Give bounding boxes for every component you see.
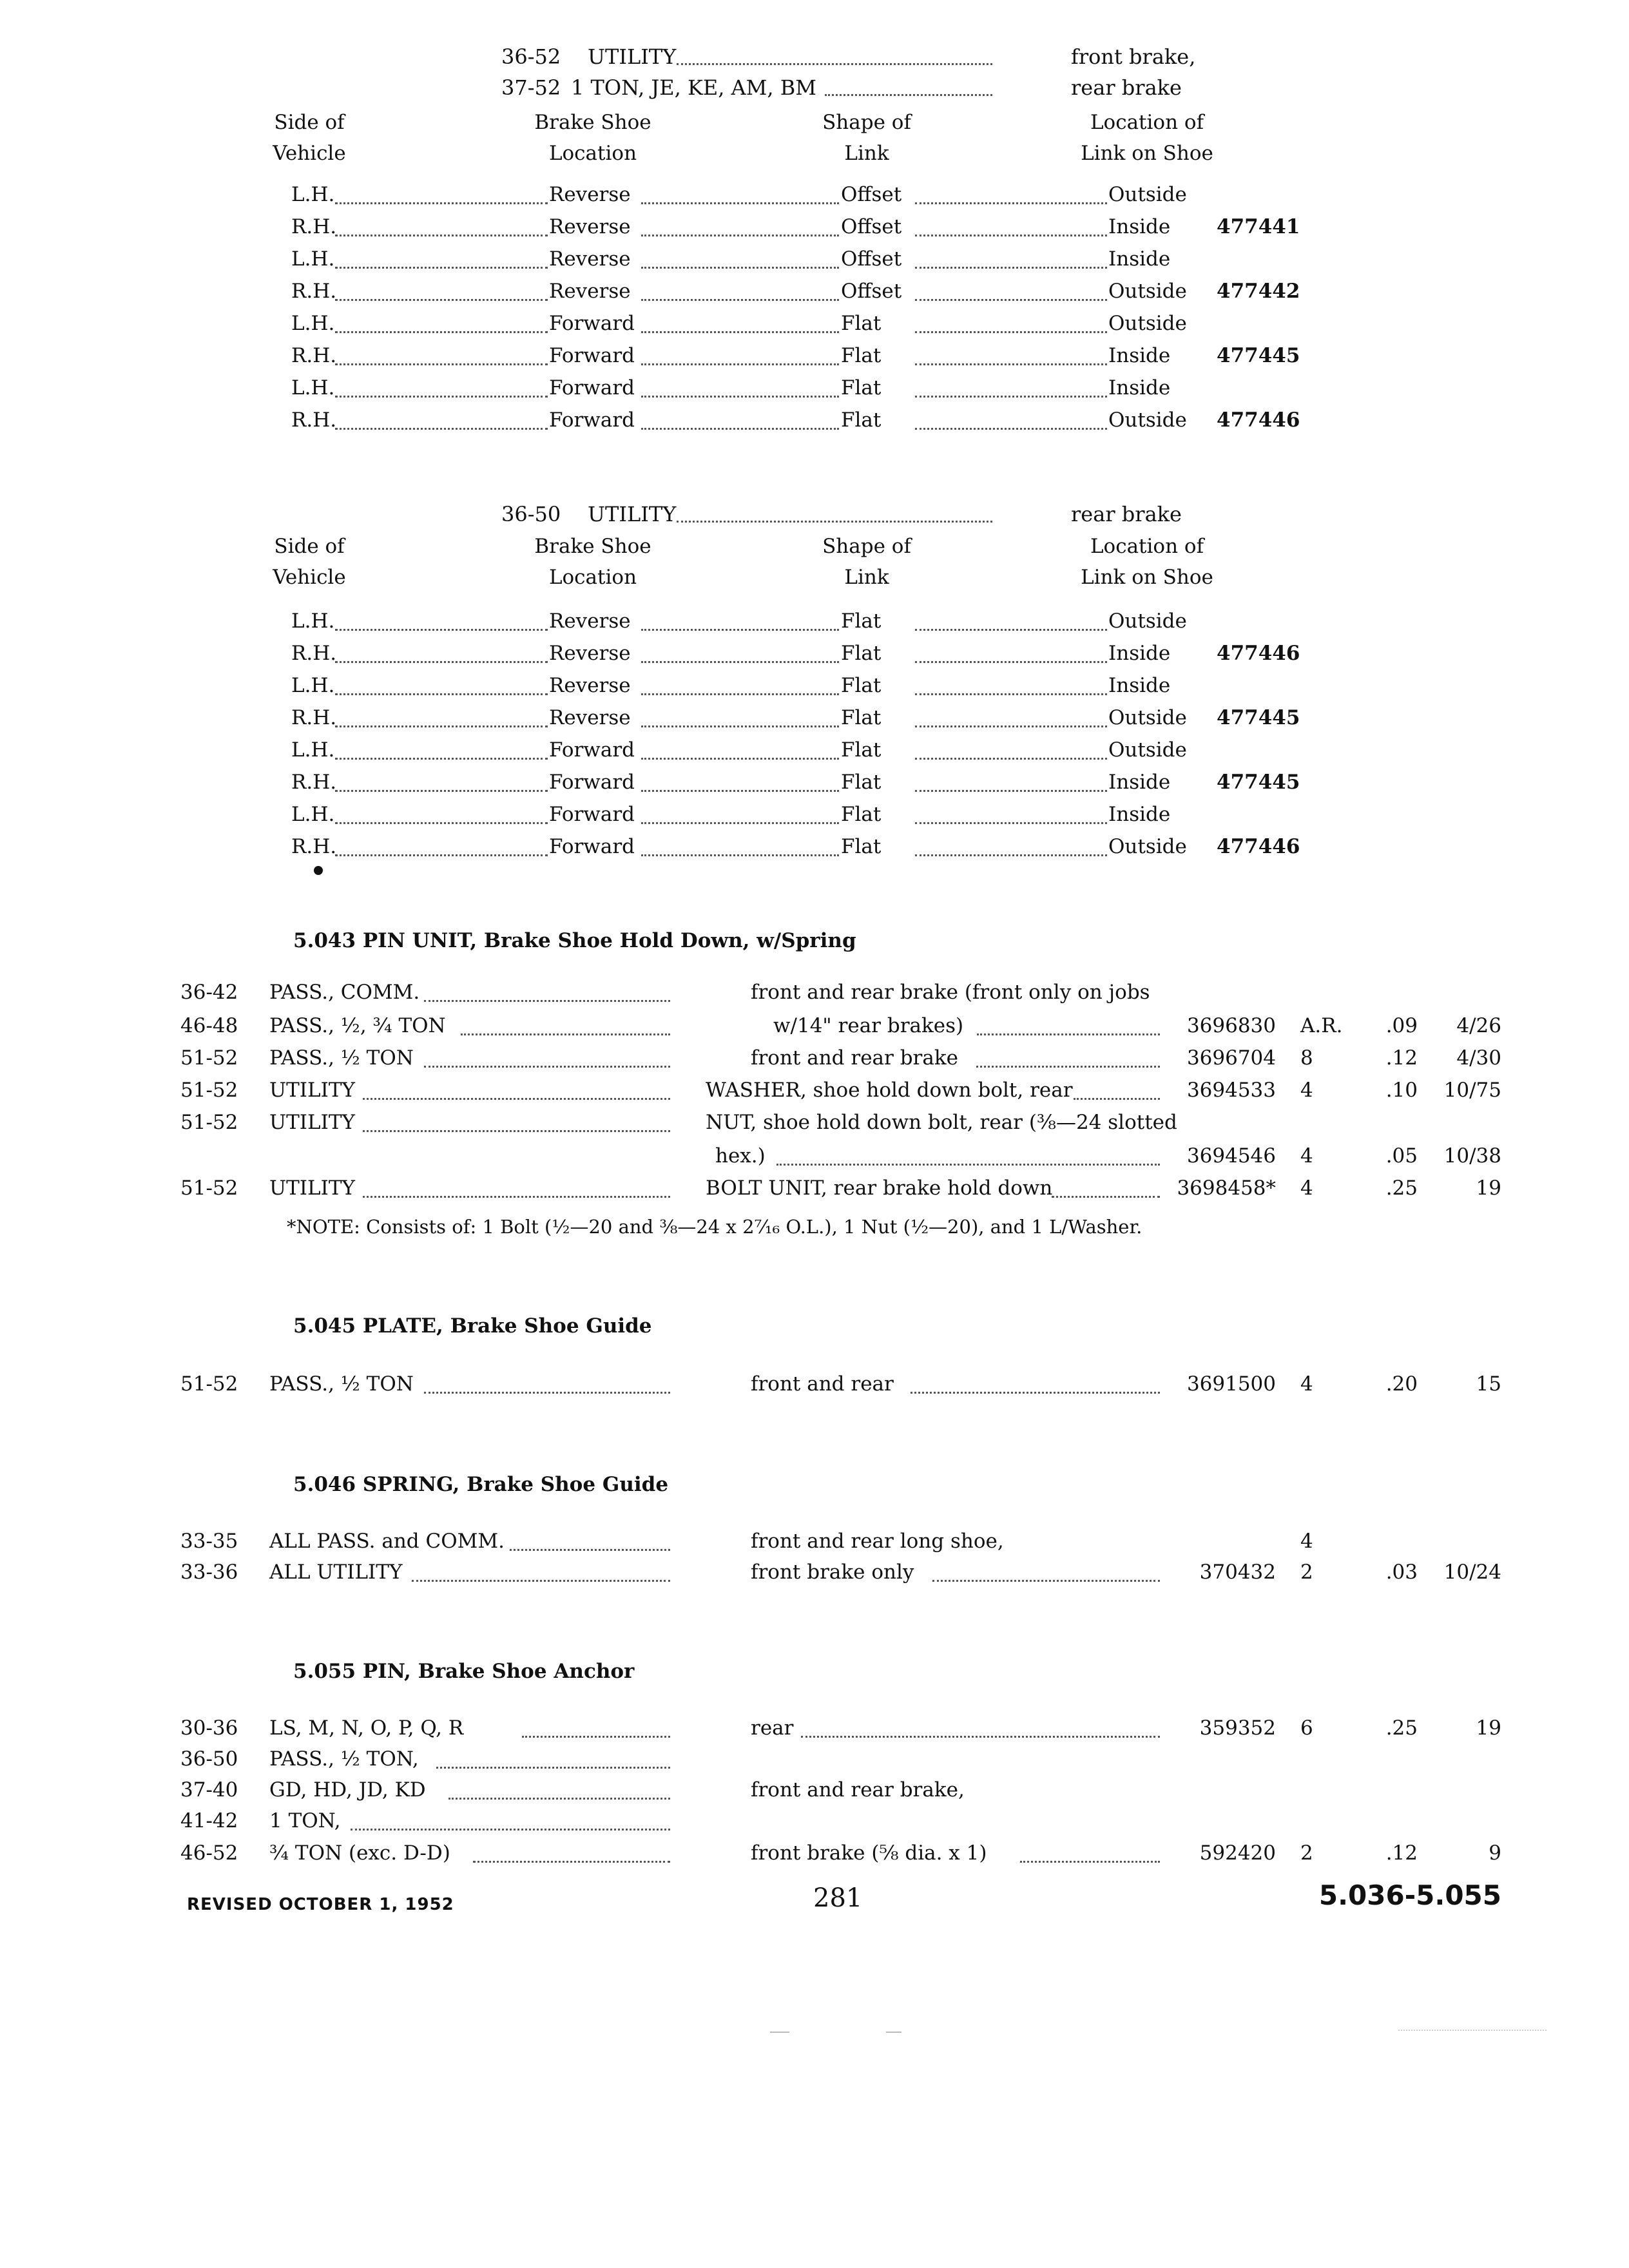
- block2-col-side-2: Vehicle: [273, 566, 346, 589]
- dot-leader: [335, 202, 548, 204]
- item-years: 41-42: [180, 1809, 238, 1832]
- item-quantity: 4: [1300, 1079, 1313, 1102]
- row-side: R.H.: [291, 215, 337, 238]
- block1-model-2: 1 TON, JE, KE, AM, BM: [571, 75, 817, 100]
- row-side: L.H.: [291, 610, 335, 633]
- item-model: LS, M, N, O, P, Q, R: [269, 1716, 464, 1740]
- row-side: L.H.: [291, 247, 335, 271]
- row-link-location: Outside: [1108, 280, 1187, 303]
- item-description: front brake only: [751, 1561, 914, 1584]
- section-title: 5.046 SPRING, Brake Shoe Guide: [293, 1473, 669, 1496]
- row-part-number: 477445: [1217, 771, 1300, 794]
- dot-leader: [436, 1767, 670, 1769]
- item-code: 10/38: [1443, 1144, 1501, 1168]
- dot-leader: [335, 331, 548, 333]
- item-years: 36-50: [180, 1747, 238, 1771]
- block1-years-2: 37-52: [501, 75, 561, 100]
- row-shoe-location: Forward: [549, 803, 635, 826]
- dot-leader: [915, 693, 1107, 695]
- item-description: front brake (⅝ dia. x 1): [751, 1841, 987, 1865]
- dot-leader: [448, 1798, 670, 1800]
- row-part-number: 477446: [1217, 642, 1300, 665]
- row-shoe-location: Forward: [549, 738, 635, 762]
- item-description: front and rear long shoe,: [751, 1530, 1004, 1553]
- row-link-location: Inside: [1108, 642, 1171, 665]
- row-link-shape: Flat: [841, 376, 882, 399]
- row-link-shape: Flat: [841, 835, 882, 858]
- row-part-number: 477445: [1217, 344, 1300, 367]
- block2-model-1: UTILITY: [588, 502, 677, 526]
- block1-model-1: UTILITY: [588, 44, 677, 69]
- dot-leader: [351, 1829, 670, 1831]
- row-link-shape: Flat: [841, 610, 882, 633]
- row-link-location: Inside: [1108, 247, 1171, 271]
- row-side: L.H.: [291, 183, 335, 206]
- row-link-location: Outside: [1108, 183, 1187, 206]
- item-years: 33-35: [180, 1530, 238, 1553]
- dot-leader: [510, 1549, 670, 1551]
- dot-leader: [976, 1066, 1160, 1068]
- row-side: L.H.: [291, 312, 335, 335]
- row-link-location: Outside: [1108, 835, 1187, 858]
- item-price: .03: [1385, 1561, 1418, 1584]
- row-shoe-location: Forward: [549, 376, 635, 399]
- block2-col-shape-2: Link: [844, 566, 889, 589]
- dot-leader: [335, 299, 548, 301]
- dot-leader: [915, 202, 1107, 204]
- dot-leader: [522, 1736, 670, 1738]
- item-quantity: 4: [1300, 1530, 1313, 1553]
- row-link-shape: Offset: [841, 215, 902, 238]
- row-link-shape: Flat: [841, 642, 882, 665]
- block2-col-shape-1: Shape of: [822, 535, 911, 558]
- dot-leader: [977, 1033, 1160, 1035]
- item-code: 10/75: [1443, 1079, 1501, 1102]
- row-link-shape: Flat: [841, 803, 882, 826]
- dot-leader: [335, 235, 548, 236]
- block2-col-loc-1: Brake Shoe: [534, 535, 651, 558]
- item-part-number: 370432: [1199, 1561, 1276, 1584]
- row-link-location: Inside: [1108, 215, 1171, 238]
- item-model: PASS., ½ TON: [269, 1046, 414, 1070]
- item-model: 1 TON,: [269, 1809, 341, 1832]
- item-description: front and rear brake (front only on jobs: [751, 981, 1150, 1004]
- row-link-shape: Flat: [841, 771, 882, 794]
- row-side: R.H.: [291, 642, 337, 665]
- row-shoe-location: Forward: [549, 344, 635, 367]
- dot-leader: [915, 726, 1107, 727]
- item-years: 46-52: [180, 1841, 238, 1865]
- bullet-mark: [314, 866, 323, 875]
- item-years: 30-36: [180, 1716, 238, 1740]
- dot-leader: [641, 822, 839, 824]
- item-years: 33-36: [180, 1561, 238, 1584]
- item-model: PASS., ½ TON: [269, 1372, 414, 1396]
- dot-leader: [915, 267, 1107, 269]
- item-price: .05: [1385, 1144, 1418, 1168]
- dot-leader: [915, 235, 1107, 236]
- item-years: 51-52: [180, 1079, 238, 1102]
- dot-leader: [335, 790, 548, 792]
- dot-leader: [335, 396, 548, 398]
- block1-col-side-2: Vehicle: [273, 142, 346, 165]
- row-shoe-location: Reverse: [549, 610, 631, 633]
- row-side: L.H.: [291, 738, 335, 762]
- item-quantity: A.R.: [1300, 1014, 1343, 1037]
- footer-section-range: 5.036-5.055: [1318, 1879, 1501, 1911]
- dot-leader: [776, 1164, 1160, 1166]
- item-years: 37-40: [180, 1778, 238, 1802]
- row-shoe-location: Forward: [549, 835, 635, 858]
- item-description: rear: [751, 1716, 794, 1740]
- dot-leader: [915, 790, 1107, 792]
- block1-col-loc-2: Location: [548, 142, 637, 165]
- dot-leader: [932, 1580, 1160, 1582]
- block2-col-side-1: Side of: [274, 535, 345, 558]
- dot-leader: [915, 629, 1107, 631]
- row-link-location: Outside: [1108, 312, 1187, 335]
- row-link-shape: Flat: [841, 674, 882, 697]
- dot-leader: [641, 396, 839, 398]
- row-link-location: Outside: [1108, 738, 1187, 762]
- block2-applies-1: rear brake: [1071, 502, 1182, 526]
- row-link-shape: Flat: [841, 408, 882, 432]
- item-part-number: 359352: [1199, 1716, 1276, 1740]
- item-description: front and rear brake,: [751, 1778, 965, 1802]
- item-model: UTILITY: [269, 1111, 356, 1134]
- dot-leader: [1020, 1861, 1160, 1863]
- row-link-location: Inside: [1108, 344, 1171, 367]
- section-note: *NOTE: Consists of: 1 Bolt (½—20 and ⅜—24 x 2⁷⁄₁₆ O.L.), 1 Nut (½—20), and 1 L/Washer.: [287, 1216, 1142, 1238]
- dot-leader: [335, 758, 548, 760]
- dot-leader: [915, 822, 1107, 824]
- row-link-shape: Flat: [841, 344, 882, 367]
- item-description: front and rear: [751, 1372, 894, 1396]
- block1-col-link-1: Location of: [1090, 111, 1204, 134]
- dot-leader: [473, 1861, 670, 1863]
- dot-leader: [335, 854, 548, 856]
- item-model: ALL UTILITY: [269, 1561, 403, 1584]
- row-side: R.H.: [291, 706, 337, 729]
- item-part-number: 3694546: [1186, 1144, 1276, 1168]
- item-price: .09: [1385, 1014, 1418, 1037]
- dot-leader: [915, 854, 1107, 856]
- row-link-location: Outside: [1108, 408, 1187, 432]
- dot-leader: [363, 1098, 670, 1100]
- dot-leader: [641, 790, 839, 792]
- item-code: 15: [1476, 1372, 1501, 1396]
- dot-leader: [1052, 1196, 1160, 1198]
- row-shoe-location: Reverse: [549, 706, 631, 729]
- block2-years-1: 36-50: [501, 502, 561, 526]
- footer-page-number: 281: [813, 1883, 863, 1913]
- item-price: .25: [1385, 1177, 1418, 1200]
- row-link-shape: Offset: [841, 183, 902, 206]
- item-model: UTILITY: [269, 1079, 356, 1102]
- item-quantity: 4: [1300, 1144, 1313, 1168]
- block1-years-1: 36-52: [501, 44, 561, 69]
- row-shoe-location: Forward: [549, 771, 635, 794]
- item-code: 10/24: [1443, 1561, 1501, 1584]
- block1-col-loc-1: Brake Shoe: [534, 111, 651, 134]
- dot-leader: [915, 661, 1107, 663]
- item-part-number: 592420: [1199, 1841, 1276, 1865]
- row-shoe-location: Reverse: [549, 215, 631, 238]
- row-part-number: 477446: [1217, 408, 1300, 432]
- dot-leader: [641, 299, 839, 301]
- item-model: PASS., ½, ¾ TON: [269, 1014, 446, 1037]
- item-code: 19: [1476, 1716, 1501, 1740]
- dot-leader: [335, 363, 548, 365]
- dot-leader: [801, 1736, 1160, 1738]
- row-link-shape: Flat: [841, 738, 882, 762]
- dot-leader: [424, 1392, 670, 1394]
- dot-leader: [641, 267, 839, 269]
- item-description: front and rear brake: [751, 1046, 958, 1070]
- section-title: 5.045 PLATE, Brake Shoe Guide: [293, 1314, 652, 1338]
- section-title: 5.055 PIN, Brake Shoe Anchor: [293, 1660, 635, 1683]
- item-description: NUT, shoe hold down bolt, rear (⅜—24 slotted: [706, 1111, 1177, 1134]
- row-side: L.H.: [291, 674, 335, 697]
- dot-leader: [424, 1000, 670, 1002]
- item-price: .12: [1385, 1841, 1418, 1865]
- dot-leader: [641, 726, 839, 727]
- footer-revised: REVISED OCTOBER 1, 1952: [187, 1895, 454, 1914]
- dot-leader: [335, 726, 548, 727]
- item-years: 51-52: [180, 1111, 238, 1134]
- row-link-location: Inside: [1108, 376, 1171, 399]
- item-years: 36-42: [180, 981, 238, 1004]
- item-model: ALL PASS. and COMM.: [269, 1530, 505, 1553]
- dot-leader: [915, 428, 1107, 430]
- dot-leader: [915, 299, 1107, 301]
- item-price: .12: [1385, 1046, 1418, 1070]
- dot-leader: [424, 1066, 670, 1068]
- item-part-number: 3698458*: [1177, 1177, 1276, 1200]
- dot-leader: [335, 693, 548, 695]
- item-years: 51-52: [180, 1372, 238, 1396]
- row-link-location: Outside: [1108, 610, 1187, 633]
- dot-leader: [641, 854, 839, 856]
- row-side: R.H.: [291, 835, 337, 858]
- item-years: 51-52: [180, 1177, 238, 1200]
- row-link-location: Inside: [1108, 803, 1171, 826]
- item-description: hex.): [715, 1144, 766, 1168]
- dot-leader: [461, 1033, 670, 1035]
- dot-leader: [641, 363, 839, 365]
- dot-leader: [641, 629, 839, 631]
- dot-leader: [412, 1580, 670, 1582]
- item-code: 4/30: [1456, 1046, 1501, 1070]
- row-link-shape: Offset: [841, 247, 902, 271]
- dot-leader: [915, 331, 1107, 333]
- dot-leader: [335, 267, 548, 269]
- row-part-number: 477441: [1217, 215, 1300, 238]
- item-part-number: 3696704: [1186, 1046, 1276, 1070]
- block1-col-shape-1: Shape of: [822, 111, 911, 134]
- item-quantity: 2: [1300, 1841, 1313, 1865]
- row-shoe-location: Forward: [549, 312, 635, 335]
- dot-leader: [335, 428, 548, 430]
- dot-leader: [363, 1130, 670, 1132]
- row-link-location: Outside: [1108, 706, 1187, 729]
- row-shoe-location: Reverse: [549, 247, 631, 271]
- block2-col-loc-2: Location: [548, 566, 637, 589]
- row-part-number: 477445: [1217, 706, 1300, 729]
- dot-leader: [641, 693, 839, 695]
- dot-leader: [641, 235, 839, 236]
- block1-col-link-2: Link on Shoe: [1081, 142, 1213, 165]
- item-code: 9: [1489, 1841, 1501, 1865]
- row-shoe-location: Reverse: [549, 280, 631, 303]
- dot-leader: [915, 363, 1107, 365]
- dot-leader: [641, 428, 839, 430]
- row-shoe-location: Forward: [549, 408, 635, 432]
- dot-leader: [335, 629, 548, 631]
- item-years: 51-52: [180, 1046, 238, 1070]
- row-side: L.H.: [291, 803, 335, 826]
- block1-applies-1: front brake,: [1071, 44, 1196, 69]
- row-link-location: Inside: [1108, 674, 1171, 697]
- item-part-number: 3691500: [1186, 1372, 1276, 1396]
- item-description: w/14" rear brakes): [773, 1014, 964, 1037]
- item-quantity: 2: [1300, 1561, 1313, 1584]
- row-part-number: 477446: [1217, 835, 1300, 858]
- row-link-shape: Offset: [841, 280, 902, 303]
- dot-leader: [915, 396, 1107, 398]
- row-link-location: Inside: [1108, 771, 1171, 794]
- item-description: WASHER, shoe hold down bolt, rear: [706, 1079, 1073, 1102]
- item-model: PASS., ½ TON,: [269, 1747, 419, 1771]
- item-part-number: 3696830: [1186, 1014, 1276, 1037]
- item-quantity: 4: [1300, 1372, 1313, 1396]
- block2-col-link-1: Location of: [1090, 535, 1204, 558]
- item-quantity: 8: [1300, 1046, 1313, 1070]
- item-description: BOLT UNIT, rear brake hold down: [706, 1177, 1053, 1200]
- row-link-shape: Flat: [841, 706, 882, 729]
- dot-leader: [1074, 1098, 1160, 1100]
- row-side: R.H.: [291, 344, 337, 367]
- dot-leader: [641, 661, 839, 663]
- row-shoe-location: Reverse: [549, 642, 631, 665]
- dot-leader: [335, 661, 548, 663]
- dot-leader: [641, 758, 839, 760]
- dot-leader: [911, 1392, 1160, 1394]
- block1-col-side-1: Side of: [274, 111, 345, 134]
- row-side: R.H.: [291, 771, 337, 794]
- item-part-number: 3694533: [1186, 1079, 1276, 1102]
- dot-leader: [915, 758, 1107, 760]
- dot-leader: [335, 822, 548, 824]
- row-link-shape: Flat: [841, 312, 882, 335]
- dot-leader: [363, 1196, 670, 1198]
- item-code: 19: [1476, 1177, 1501, 1200]
- item-model: GD, HD, JD, KD: [269, 1778, 426, 1802]
- row-side: L.H.: [291, 376, 335, 399]
- item-model: UTILITY: [269, 1177, 356, 1200]
- item-model: ¾ TON (exc. D-D): [269, 1841, 450, 1865]
- section-title: 5.043 PIN UNIT, Brake Shoe Hold Down, w/Spring: [293, 929, 856, 952]
- dot-leader: [641, 331, 839, 333]
- item-quantity: 6: [1300, 1716, 1313, 1740]
- row-part-number: 477442: [1217, 280, 1300, 303]
- item-code: 4/26: [1456, 1014, 1501, 1037]
- row-side: R.H.: [291, 280, 337, 303]
- block1-applies-2: rear brake: [1071, 75, 1182, 100]
- item-model: PASS., COMM.: [269, 981, 420, 1004]
- dot-leader: [641, 202, 839, 204]
- item-price: .10: [1385, 1079, 1418, 1102]
- item-price: .20: [1385, 1372, 1418, 1396]
- block2-col-link-2: Link on Shoe: [1081, 566, 1213, 589]
- row-shoe-location: Reverse: [549, 183, 631, 206]
- row-shoe-location: Reverse: [549, 674, 631, 697]
- item-price: .25: [1385, 1716, 1418, 1740]
- row-side: R.H.: [291, 408, 337, 432]
- block1-col-shape-2: Link: [844, 142, 889, 165]
- item-years: 46-48: [180, 1014, 238, 1037]
- item-quantity: 4: [1300, 1177, 1313, 1200]
